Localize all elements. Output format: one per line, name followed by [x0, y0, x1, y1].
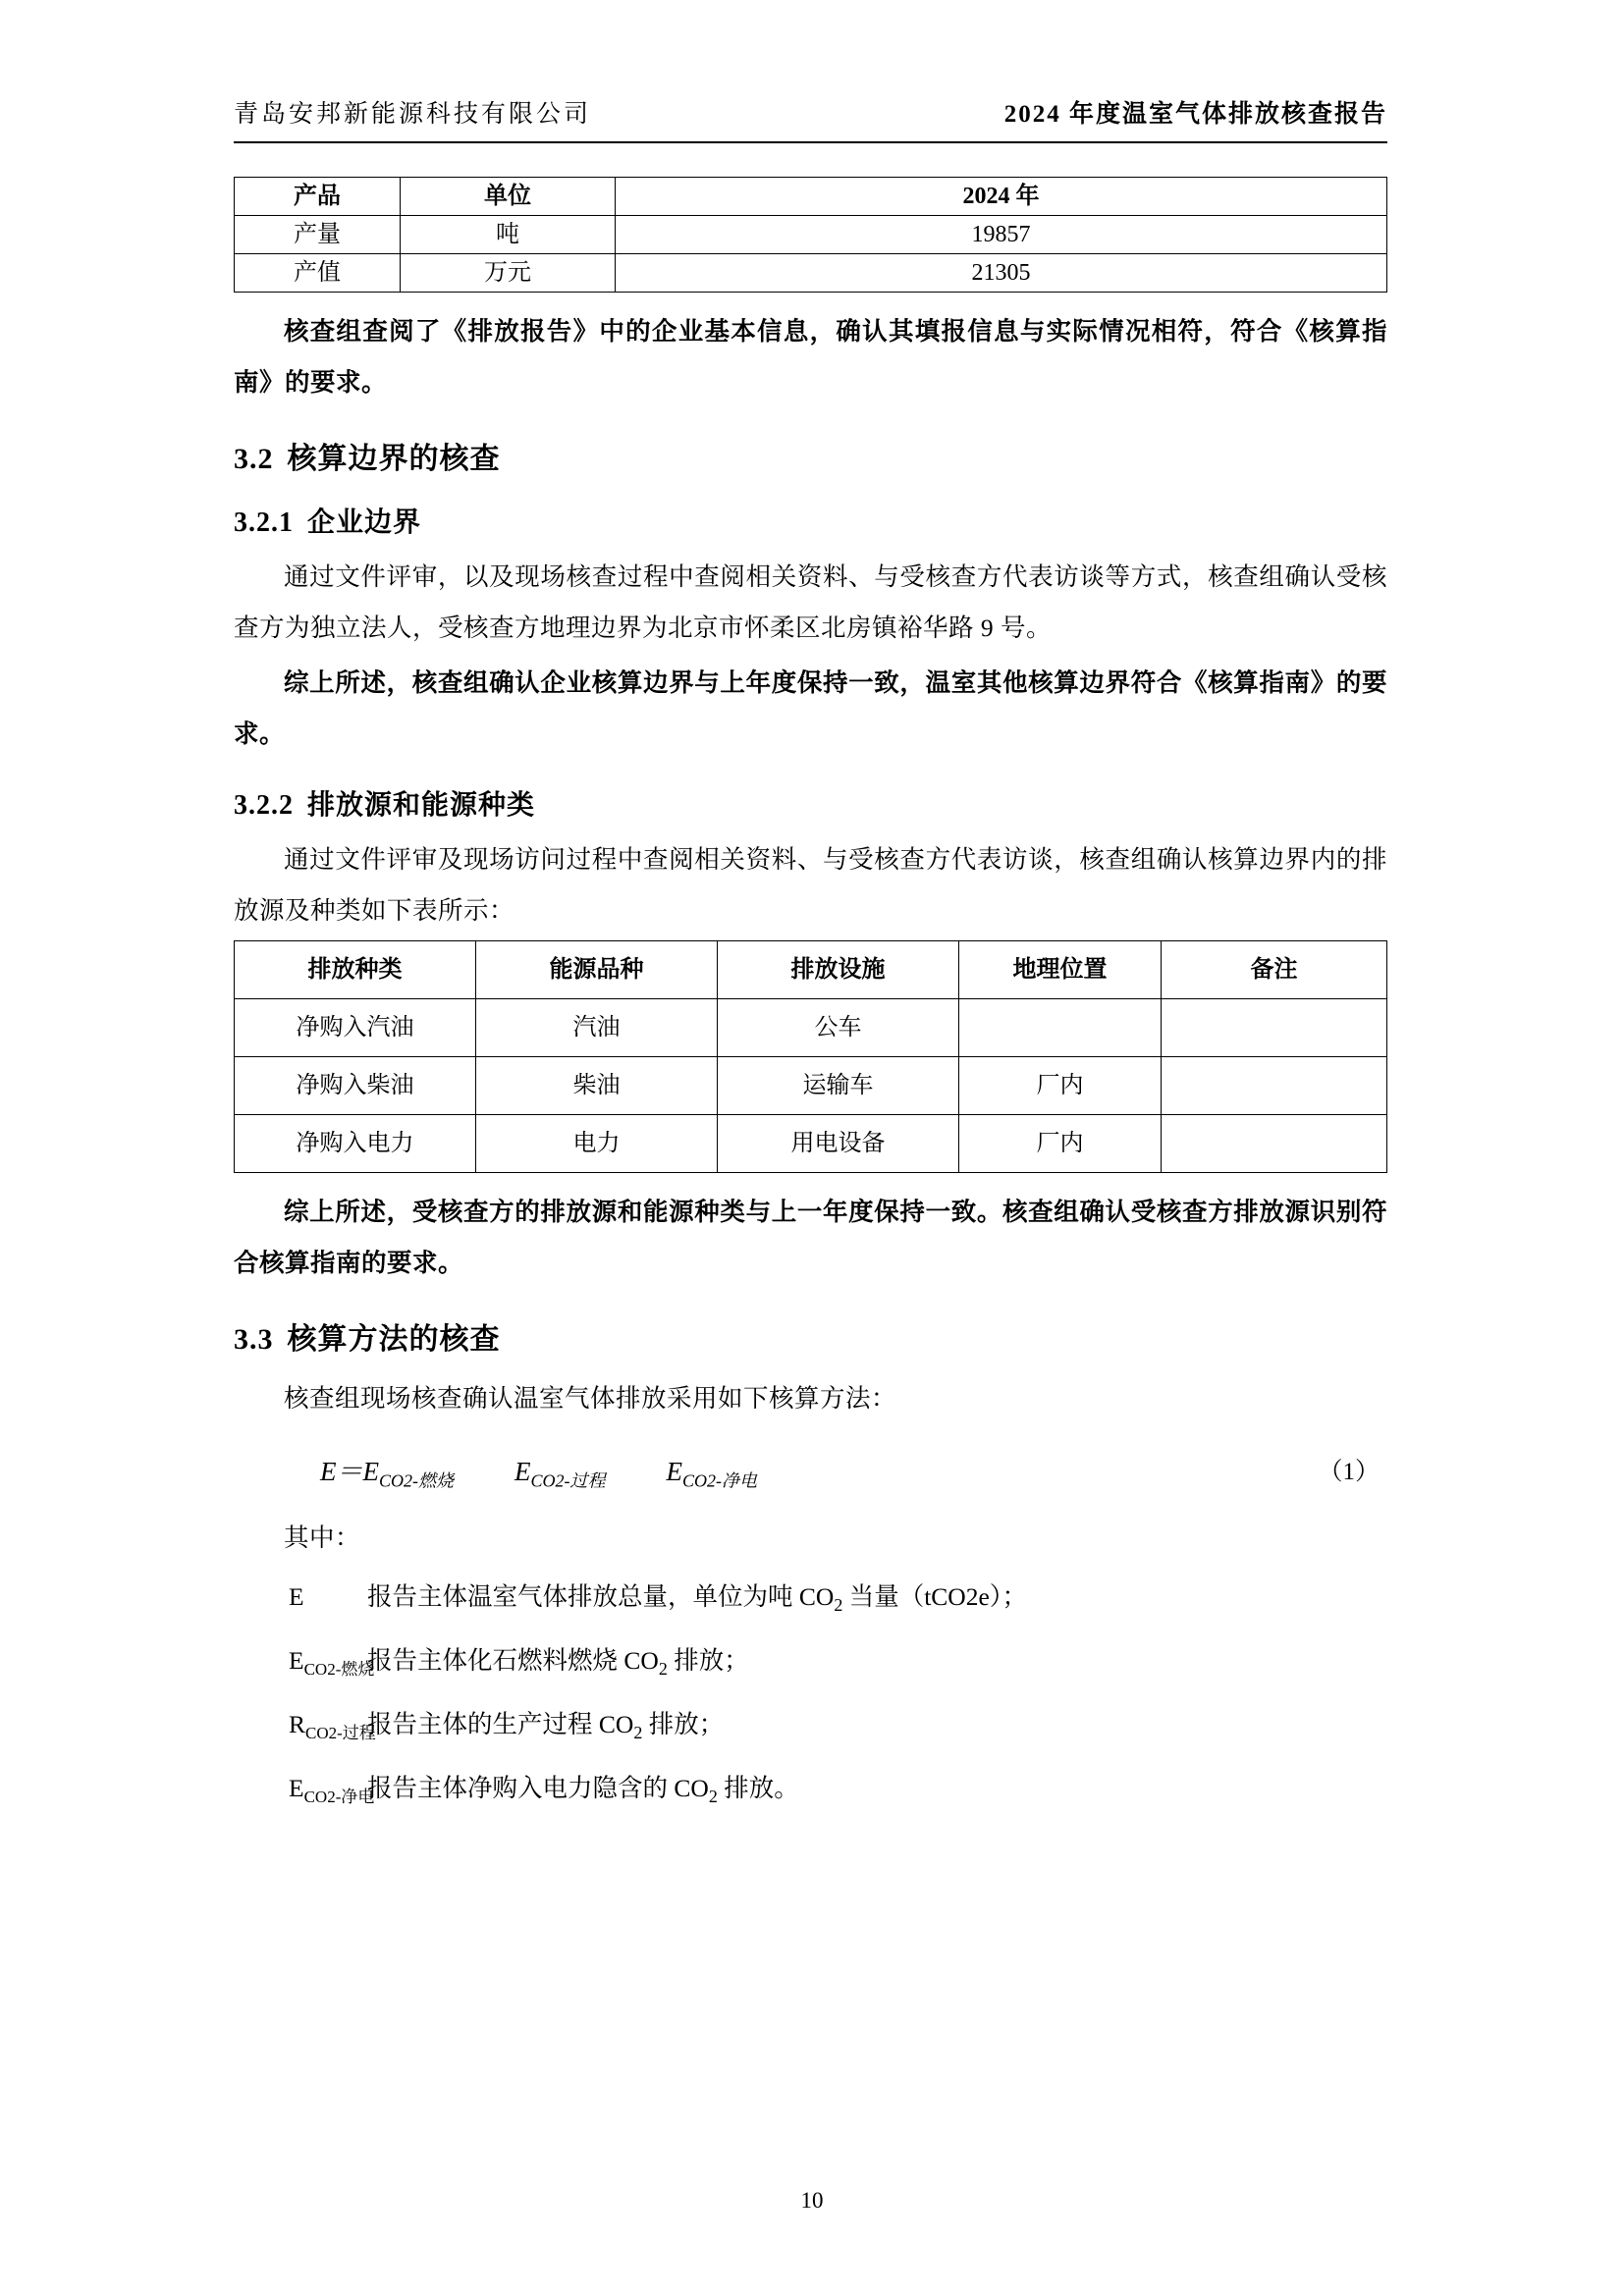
heading-3-2-2 — [234, 783, 1387, 823]
definition-term — [234, 1697, 376, 1761]
header-divider — [234, 141, 1387, 143]
formula-term-2-sub: CO2-过程 — [530, 1470, 606, 1491]
definition-term — [234, 1761, 375, 1825]
definition-desc-pre: 报告主体净购入电力隐含的 CO — [367, 1774, 709, 1803]
formula-term-2: E — [514, 1457, 531, 1486]
table-header-row — [235, 178, 1387, 216]
definition-desc-post: 排放； — [667, 1646, 749, 1676]
table-header-cell: 地理位置 — [959, 941, 1162, 999]
definition-row — [234, 1697, 1387, 1761]
table-header-cell: 排放设施 — [718, 941, 959, 999]
definition-desc — [367, 1633, 1387, 1696]
formula-1 — [234, 1450, 1387, 1497]
definition-term-sub: CO2-净电 — [303, 1788, 375, 1807]
definition-desc — [367, 1761, 1387, 1824]
formula-definitions — [234, 1570, 1387, 1825]
table-header-cell: 单位 — [401, 178, 616, 216]
page-content — [234, 94, 1387, 1825]
table-row — [235, 999, 1387, 1057]
heading-3-3 — [234, 1314, 1387, 1358]
definition-term — [234, 1570, 367, 1633]
formula-term-1-sub: CO2-燃烧 — [379, 1470, 454, 1491]
header-report-title: 2024 年度温室气体排放核查报告 — [1003, 101, 1387, 128]
emission-source-table — [234, 940, 1387, 1173]
definition-term-base: E — [289, 1774, 304, 1803]
table-header-cell: 能源品种 — [476, 941, 718, 999]
definition-desc-pre: 报告主体温室气体排放总量，单位为吨 CO — [367, 1582, 835, 1611]
heading-text: 核算边界的核查 — [287, 443, 501, 475]
definition-desc-post: 当量（tCO2e）； — [842, 1582, 1028, 1611]
definition-term — [234, 1633, 375, 1697]
table-cell: 净购入汽油 — [235, 999, 476, 1057]
table-cell — [959, 999, 1162, 1057]
formula-term-3: E — [666, 1457, 682, 1486]
definition-term-base: E — [289, 1582, 304, 1611]
header-company-name: 青岛安邦新能源科技有限公司 — [234, 101, 592, 128]
heading-text: 企业边界 — [307, 507, 422, 538]
definition-row — [234, 1761, 1387, 1825]
table-cell: 公车 — [718, 999, 959, 1057]
definition-desc — [367, 1570, 1387, 1632]
table-cell: 用电设备 — [718, 1115, 959, 1173]
definition-desc-post: 排放； — [642, 1710, 725, 1739]
definition-desc-pre: 报告主体化石燃料燃烧 CO — [367, 1646, 659, 1676]
table-cell: 厂内 — [959, 1057, 1162, 1115]
paragraph-basic-info: 核查组查阅了《排放报告》中的企业基本信息，确认其填报信息与实际情况相符，符合《核算指南》的要求。 — [234, 317, 1387, 397]
definition-term-sub: CO2-过程 — [305, 1724, 376, 1743]
table-cell — [1162, 999, 1387, 1057]
heading-3-2 — [234, 434, 1387, 477]
table-cell: 柴油 — [476, 1057, 718, 1115]
definition-desc-post: 排放。 — [717, 1774, 799, 1803]
table-header-cell: 2024 年 — [616, 178, 1387, 216]
definition-desc-sub: 2 — [658, 1659, 668, 1680]
heading-text: 排放源和能源种类 — [307, 790, 536, 821]
table-cell: 吨 — [401, 216, 616, 254]
production-table — [234, 177, 1387, 293]
definition-desc-pre: 报告主体的生产过程 CO — [367, 1710, 634, 1739]
heading-number: 3.2.1 — [234, 507, 294, 538]
heading-number: 3.2.2 — [234, 790, 294, 821]
page-number: 10 — [800, 2188, 824, 2213]
definition-term-sub: CO2-燃烧 — [303, 1660, 375, 1680]
formula-term-1: E — [362, 1457, 379, 1486]
table-cell: 净购入柴油 — [235, 1057, 476, 1115]
heading-text: 核算方法的核查 — [287, 1323, 501, 1356]
table-header-cell: 备注 — [1162, 941, 1387, 999]
definition-row — [234, 1570, 1387, 1633]
table-cell — [1162, 1057, 1387, 1115]
table-row — [235, 216, 1387, 254]
formula-expression — [320, 1450, 1387, 1492]
definition-desc-sub: 2 — [633, 1723, 643, 1743]
definition-desc — [367, 1697, 1387, 1760]
definition-row — [234, 1633, 1387, 1697]
formula-e: E — [320, 1457, 337, 1486]
heading-number: 3.2 — [234, 443, 274, 475]
table-row — [235, 254, 1387, 293]
table-cell: 汽油 — [476, 999, 718, 1057]
heading-number: 3.3 — [234, 1323, 274, 1356]
definition-term-base: R — [289, 1710, 306, 1739]
table-cell: 产值 — [235, 254, 401, 293]
table-cell: 净购入电力 — [235, 1115, 476, 1173]
paragraph-emission-sources: 通过文件评审及现场访问过程中查阅相关资料、与受核查方代表访谈，核查组确认核算边界内的排放源及种类如下表所示： — [234, 845, 1387, 925]
table-row — [235, 1057, 1387, 1115]
formula-number: （1） — [1318, 1459, 1380, 1485]
table-cell: 19857 — [616, 216, 1387, 254]
definition-desc-sub: 2 — [708, 1787, 718, 1807]
table-cell: 万元 — [401, 254, 616, 293]
table-header-cell: 产品 — [235, 178, 401, 216]
formula-equals: ＝ — [336, 1457, 363, 1486]
table-cell: 运输车 — [718, 1057, 959, 1115]
table-header-cell: 排放种类 — [235, 941, 476, 999]
definition-term-base: E — [289, 1646, 304, 1676]
table-cell: 产量 — [235, 216, 401, 254]
table-cell — [1162, 1115, 1387, 1173]
heading-3-2-1 — [234, 501, 1387, 540]
page-header — [234, 94, 1387, 139]
paragraph-method: 核查组现场核查确认温室气体排放采用如下核算方法： — [284, 1384, 897, 1413]
table-cell: 电力 — [476, 1115, 718, 1173]
paragraph-emission-conclusion: 综上所述，受核查方的排放源和能源种类与上一年度保持一致。核查组确认受核查方排放源识别符合核算指南的要求。 — [234, 1198, 1387, 1277]
paragraph-boundary-conclusion: 综上所述，核查组确认企业核算边界与上年度保持一致，温室其他核算边界符合《核算指南》的要求。 — [234, 668, 1387, 748]
paragraph-enterprise-boundary: 通过文件评审，以及现场核查过程中查阅相关资料、与受核查方代表访谈等方式，核查组确认受核查方为独立法人，受核查方地理边界为北京市怀柔区北房镇裕华路 9 号。 — [234, 562, 1387, 642]
formula-term-3-sub: CO2-净电 — [682, 1470, 757, 1491]
definition-desc-sub: 2 — [834, 1595, 843, 1616]
table-row — [235, 1115, 1387, 1173]
table-cell: 厂内 — [959, 1115, 1162, 1173]
table-header-row — [235, 941, 1387, 999]
paragraph-where: 其中： — [284, 1523, 361, 1552]
table-cell: 21305 — [616, 254, 1387, 293]
